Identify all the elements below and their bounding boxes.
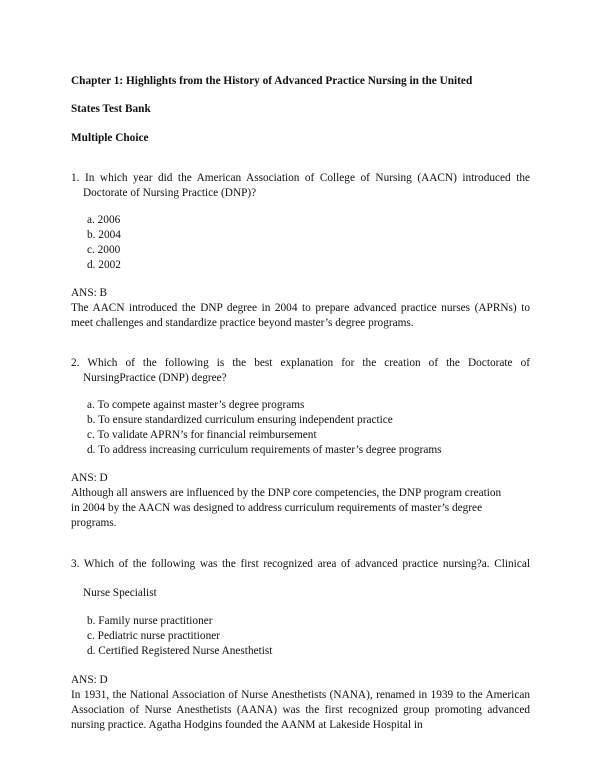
question-1-rationale-line-1: The AACN introduced the DNP degree in 2004 to prepare advanced practice nurses (APRNs) to (71, 302, 530, 314)
question-3-option-b: b. Family nurse practitioner (87, 615, 213, 627)
question-2-stem-line-1: 2. Which of the following is the best explanation for the creation of the Doctorate of (71, 357, 530, 369)
question-3-rationale-line-2: Association of Nurse Anesthetists (AANA) was the first recognized group promoting advanced (71, 704, 530, 716)
section-heading: Multiple Choice (71, 132, 149, 144)
question-1-option-a: a. 2006 (87, 214, 121, 226)
question-2-option-a: a. To compete against master’s degree programs (87, 399, 305, 411)
question-1-option-b: b. 2004 (87, 229, 121, 241)
question-2-answer: ANS: D (71, 472, 108, 484)
question-2-option-c: c. To validate APRN’s for financial reimbursement (87, 429, 317, 441)
question-3-option-c: c. Pediatric nurse practitioner (87, 630, 220, 642)
question-1-option-c: c. 2000 (87, 244, 121, 256)
question-3-option-d: d. Certified Registered Nurse Anesthetist (87, 645, 273, 657)
question-2-stem-line-2: NursingPractice (DNP) degree? (83, 372, 227, 384)
question-1-answer: ANS: B (71, 287, 108, 299)
question-2-rationale-line-2: in 2004 by the AACN was designed to address curriculum requirements of master’s degree (71, 502, 483, 514)
question-3-stem-line-1: 3. Which of the following was the first recognized area of advanced practice nursing?a. Clinical (71, 558, 530, 570)
question-2-option-d: d. To address increasing curriculum requirements of master’s degree programs (87, 444, 442, 456)
question-1-rationale-line-2: meet challenges and standardize practice beyond master’s degree programs. (71, 317, 414, 329)
question-3-answer: ANS: D (71, 674, 108, 686)
question-1-stem-line-2: Doctorate of Nursing Practice (DNP)? (83, 187, 257, 199)
question-2-rationale-line-3: programs. (71, 517, 117, 529)
question-3-rationale-line-1: In 1931, the National Association of Nurse Anesthetists (NANA), renamed in 1939 to the American (71, 689, 530, 701)
question-1-option-d: d. 2002 (87, 259, 121, 271)
chapter-title-line-1: Chapter 1: Highlights from the History of Advanced Practice Nursing in the United (71, 75, 473, 87)
chapter-title-line-2: States Test Bank (71, 103, 151, 115)
question-3-rationale-line-3: nursing practice. Agatha Hodgins founded the AANM at Lakeside Hospital in (71, 719, 423, 731)
question-2-rationale-line-1: Although all answers are influenced by the DNP core competencies, the DNP program creation (71, 487, 502, 499)
question-3-stem-line-2: Nurse Specialist (83, 587, 157, 599)
question-1-stem-line-1: 1. In which year did the American Association of College of Nursing (AACN) introduced the (71, 172, 530, 184)
question-2-option-b: b. To ensure standardized curriculum ensuring independent practice (87, 414, 393, 426)
